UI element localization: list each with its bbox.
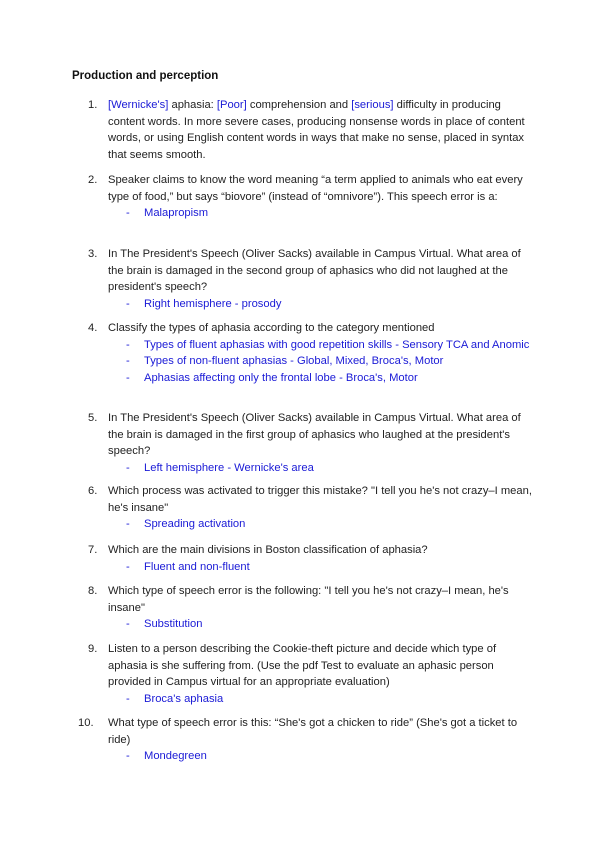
answer-text: Broca's aphasia bbox=[144, 692, 224, 705]
question-text: Which process was activated to trigger this mistake? "I tell you he's not crazy–I mean, he's insane" bbox=[108, 485, 532, 514]
question-number: 7. bbox=[88, 544, 98, 556]
answer-text: Left hemisphere - Wernicke's area bbox=[144, 461, 314, 474]
answer-item bbox=[108, 353, 532, 370]
question-10 bbox=[78, 715, 532, 765]
answer-item bbox=[108, 516, 532, 533]
question-text: Which are the main divisions in Boston classification of aphasia? bbox=[108, 544, 428, 556]
question-number: 9. bbox=[88, 643, 98, 655]
blank-answer-serious: [serious] bbox=[351, 99, 394, 111]
question-text: aphasia: bbox=[168, 99, 217, 111]
dash-bullet: - bbox=[126, 692, 130, 705]
dash-bullet: - bbox=[126, 518, 130, 531]
answer-list bbox=[108, 205, 532, 222]
question-number: 1. bbox=[88, 99, 98, 111]
question-text: Speaker claims to know the word meaning “a term applied to animals who eat every type of food,” but says “biovore” (instead of “omnivore”). This speech error is a: bbox=[108, 174, 523, 203]
question-text: What type of speech error is this: “She's got a chicken to ride” (She's got a ticket to ride) bbox=[108, 717, 518, 746]
question-number: 10. bbox=[78, 717, 94, 729]
question-text: comprehension and bbox=[246, 99, 352, 111]
answer-list bbox=[108, 337, 532, 387]
dash-bullet: - bbox=[126, 750, 130, 763]
question-text: Listen to a person describing the Cookie-theft picture and decide which type of aphasia is she suffering from. (Use the pdf Test to evaluate an aphasic person provided in Campus virtual for an appropriate evaluation) bbox=[108, 643, 497, 689]
question-9 bbox=[88, 641, 532, 707]
answer-list bbox=[108, 748, 532, 765]
question-7 bbox=[88, 542, 532, 575]
answer-item bbox=[108, 460, 532, 477]
answer-text: Spreading activation bbox=[144, 518, 246, 531]
dash-bullet: - bbox=[126, 618, 130, 631]
dash-bullet: - bbox=[126, 461, 130, 474]
answer-list bbox=[108, 460, 532, 477]
question-1 bbox=[88, 97, 532, 163]
question-number: 5. bbox=[88, 412, 98, 424]
question-3 bbox=[88, 246, 532, 312]
question-6 bbox=[88, 483, 532, 533]
question-number: 2. bbox=[88, 174, 98, 186]
question-number: 4. bbox=[88, 322, 98, 334]
question-number: 8. bbox=[88, 585, 98, 597]
answer-list bbox=[108, 616, 532, 633]
dash-bullet: - bbox=[126, 338, 130, 351]
answer-text: Substitution bbox=[144, 618, 203, 631]
question-5 bbox=[88, 410, 532, 476]
question-number: 6. bbox=[88, 485, 98, 497]
answer-text: Aphasias affecting only the frontal lobe - Broca's, Motor bbox=[144, 371, 418, 384]
answer-item bbox=[108, 205, 532, 222]
dash-bullet: - bbox=[126, 371, 130, 384]
answer-item bbox=[108, 616, 532, 633]
answer-item bbox=[108, 370, 532, 387]
answer-text: Malapropism bbox=[144, 207, 209, 220]
dash-bullet: - bbox=[126, 297, 130, 310]
question-2 bbox=[88, 172, 532, 222]
question-8 bbox=[88, 583, 532, 633]
answer-item bbox=[108, 559, 532, 576]
answer-text: Types of fluent aphasias with good repetition skills - Sensory TCA and Anomic bbox=[144, 338, 530, 351]
answer-item bbox=[108, 337, 532, 354]
answer-item bbox=[108, 296, 532, 313]
question-text: In The President's Speech (Oliver Sacks) available in Campus Virtual. What area of the brain is damaged in the second group of aphasics who did not laughed at the president's speech? bbox=[108, 248, 521, 294]
question-text: In The President's Speech (Oliver Sacks) available in Campus Virtual. What area of the brain is damaged in the first group of aphasics who laughed at the president's speech? bbox=[108, 412, 521, 458]
question-4 bbox=[88, 320, 532, 386]
answer-item bbox=[108, 748, 532, 765]
answer-item bbox=[108, 691, 532, 708]
answer-text: Types of non-fluent aphasias - Global, Mixed, Broca's, Motor bbox=[144, 355, 444, 368]
dash-bullet: - bbox=[126, 207, 130, 220]
answer-text: Fluent and non-fluent bbox=[144, 560, 250, 573]
answer-list bbox=[108, 516, 532, 533]
dash-bullet: - bbox=[126, 560, 130, 573]
blank-answer-wernicke: [Wernicke's] bbox=[108, 99, 169, 111]
answer-text: Mondegreen bbox=[144, 750, 207, 763]
answer-list bbox=[108, 691, 532, 708]
answer-list bbox=[108, 559, 532, 576]
question-text: Which type of speech error is the following: "I tell you he's not crazy–I mean, he's insane" bbox=[108, 585, 509, 614]
section-heading: Production and perception bbox=[72, 70, 219, 82]
question-text: Classify the types of aphasia according to the category mentioned bbox=[108, 322, 435, 334]
question-text: difficulty in producing content words. In more severe cases, producing nonsense words in place of content words, or using English content words in ways that make no sense, placed in syntax that seems smooth. bbox=[108, 99, 525, 161]
answer-list bbox=[108, 296, 532, 313]
blank-answer-poor: [Poor] bbox=[216, 99, 247, 111]
dash-bullet: - bbox=[126, 355, 130, 368]
answer-text: Right hemisphere - prosody bbox=[144, 297, 282, 310]
question-number: 3. bbox=[88, 248, 98, 260]
